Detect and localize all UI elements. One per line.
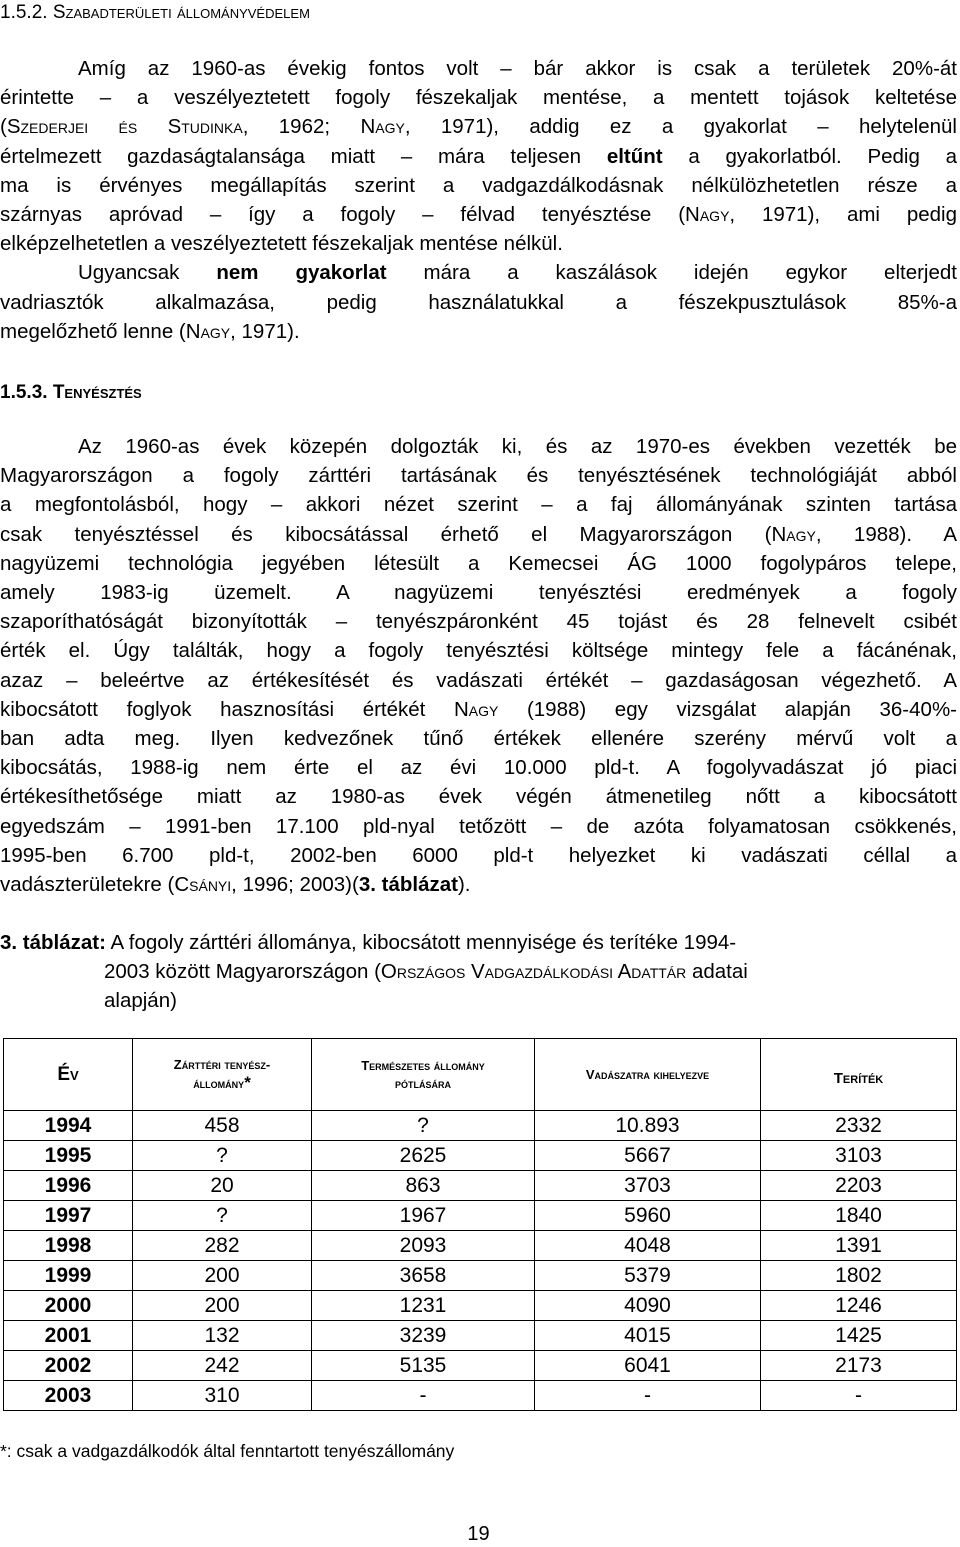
table-cell: 2093 <box>312 1231 535 1261</box>
table-cell: ? <box>312 1111 535 1141</box>
table-cell: 5960 <box>535 1201 761 1231</box>
table-cell: - <box>761 1381 957 1411</box>
table-cell: ? <box>133 1201 312 1231</box>
table-cell: 1967 <box>312 1201 535 1231</box>
section-heading <box>0 2 310 24</box>
paragraph-line: elképzelhetetlen a veszélyeztetett fészekaljak mentése nélkül. <box>0 232 563 256</box>
caption-text: 2003 között Magyarországon (Országos Vadgazdálkodási Adattár adatai <box>104 960 748 983</box>
cell-year: 1996 <box>4 1171 133 1201</box>
table-cell: 242 <box>133 1351 312 1381</box>
cell-year: 2001 <box>4 1321 133 1351</box>
table-cell: 1802 <box>761 1261 957 1291</box>
caption-text: A fogoly zárttéri állománya, kibocsátott mennyisége és terítéke 1994- <box>105 931 737 954</box>
table-header-row <box>4 1039 957 1111</box>
table-cell: 6041 <box>535 1351 761 1381</box>
table-cell: 1840 <box>761 1201 957 1231</box>
paragraph-line: ban adta meg. Ilyen kedvezőnek tűnő értékek ellenére szerény mérvű volt a <box>0 727 957 750</box>
table-row <box>4 1351 957 1381</box>
table-cell: 1246 <box>761 1291 957 1321</box>
table-cell: 3703 <box>535 1171 761 1201</box>
section-heading <box>0 382 142 404</box>
paragraph-line: Az 1960-as évek közepén dolgozták ki, és az 1970-es években vezették be <box>78 435 957 458</box>
table-row <box>4 1231 957 1261</box>
cell-year: 1997 <box>4 1201 133 1231</box>
paragraph-line: a megfontolásból, hogy – akkori nézet szerint – a faj állományának szinten tartása <box>0 493 957 517</box>
cell-year: 2002 <box>4 1351 133 1381</box>
table-cell: 458 <box>133 1111 312 1141</box>
paragraph-line: (Szederjei és Studinka, 1962; Nagy, 1971), addig ez a gyakorlat – helytelenül <box>0 115 957 139</box>
col-header-natural-restock: Természetes állomány pótlására <box>312 1039 535 1111</box>
table-cell: 5667 <box>535 1141 761 1171</box>
paragraph-line: értelmezett gazdaságtalansága miatt – mára teljesen eltűnt a gyakorlatból. Pedig a <box>0 144 958 168</box>
paragraph-line: azaz – beleértve az értékesítését és vadászati értékét – gazdaságosan végezhető. A <box>0 668 957 692</box>
table-cell: 2173 <box>761 1351 957 1381</box>
footnote: *: csak a vadgazdálkodók által fenntartott tenyészállomány <box>0 1441 455 1461</box>
cell-year: 2003 <box>4 1381 133 1411</box>
table-row <box>4 1141 957 1171</box>
paragraph-line: érték el. Úgy találták, hogy a fogoly tenyésztési költsége mintegy fele a fácánénak, <box>0 639 957 663</box>
table-cell: 132 <box>133 1321 312 1351</box>
table-cell: 1231 <box>312 1291 535 1321</box>
table-row <box>4 1201 957 1231</box>
section-title: Tenyésztés <box>52 382 142 403</box>
paragraph-line: egyedszám – 1991-ben 17.100 pld-nyal tetőzött – de azóta folyamatosan csökkenés, <box>0 814 957 838</box>
table-cell: 310 <box>133 1381 312 1411</box>
paragraph-line: Magyarországon a fogoly zárttéri tartásának és tenyésztésének technológiáját abból <box>0 464 957 488</box>
section-number: 1.5.2. <box>0 2 48 23</box>
page-number: 19 <box>467 1523 490 1545</box>
paragraph-line: vadriasztók alkalmazása, pedig használatukkal a fészekpusztulások 85%-a <box>0 290 957 314</box>
table-caption <box>0 928 957 1015</box>
paragraph-line: csak tenyésztéssel és kibocsátással érhető el Magyarországon (Nagy, 1988). A <box>0 522 957 546</box>
table-cell: 2332 <box>761 1111 957 1141</box>
table-cell: 2625 <box>312 1141 535 1171</box>
cell-year: 1994 <box>4 1111 133 1141</box>
section-title: Szabadterületi állományvédelem <box>52 2 310 23</box>
paragraph-line: értékesíthetősége miatt az 1980-as évek végén átmenetileg nőtt a kibocsátott <box>0 785 957 809</box>
table-cell: 863 <box>312 1171 535 1201</box>
section-number: 1.5.3. <box>0 382 48 403</box>
table-cell: 2203 <box>761 1171 957 1201</box>
paragraph-line: vadászterületekre (Csányi, 1996; 2003)(3. táblázat). <box>0 873 471 896</box>
table-cell: 4048 <box>535 1231 761 1261</box>
col-header-year: Év <box>4 1039 133 1111</box>
paragraph-line: szárnyas apróvad – így a fogoly – félvad tenyésztése (Nagy, 1971), ami pedig <box>0 203 957 226</box>
data-table <box>3 1038 957 1411</box>
table-cell: - <box>312 1381 535 1411</box>
paragraph-line: Amíg az 1960-as évekig fontos volt – bár akkor is csak a területek 20%-át <box>78 57 957 80</box>
table-cell: 1391 <box>761 1231 957 1261</box>
table-row <box>4 1381 957 1411</box>
table-cell: 4090 <box>535 1291 761 1321</box>
table-cell: 200 <box>133 1261 312 1291</box>
paragraph-line: amely 1983-ig üzemelt. A nagyüzemi tenyésztési eredmények a fogoly <box>0 581 957 604</box>
paragraph-line: szaporíthatóságát bizonyították – tenyészpáronként 45 tojást és 28 felnevelt csibét <box>0 610 957 634</box>
col-header-released: Vadászatra kihelyezve <box>535 1039 761 1111</box>
table-cell: 282 <box>133 1231 312 1261</box>
table-row <box>4 1171 957 1201</box>
paragraph-line: Ugyancsak nem gyakorlat mára a kaszálások idején egykor elterjedt <box>78 261 957 285</box>
table-cell: 5135 <box>312 1351 535 1381</box>
cell-year: 1999 <box>4 1261 133 1291</box>
cell-year: 2000 <box>4 1291 133 1321</box>
col-header-bag: Teríték <box>761 1039 957 1111</box>
table-cell: 5379 <box>535 1261 761 1291</box>
paragraph-line: 1995-ben 6.700 pld-t, 2002-ben 6000 pld-t helyezket ki vadászati céllal a <box>0 843 957 867</box>
paragraph-line: ma is érvényes megállapítás szerint a vadgazdálkodásnak nélkülözhetetlen része a <box>0 173 957 197</box>
paragraph-line: kibocsátott foglyok hasznosítási értékét Nagy (1988) egy vizsgálat alapján 36-40%- <box>0 697 957 721</box>
table-cell: - <box>535 1381 761 1411</box>
table-cell: 4015 <box>535 1321 761 1351</box>
table-cell: ? <box>133 1141 312 1171</box>
paragraph-line: érintette – a veszélyeztetett fogoly fészekaljak mentése, a mentett tojások keltetése <box>0 86 957 110</box>
table-row <box>4 1321 957 1351</box>
table-row <box>4 1111 957 1141</box>
paragraph-line: megelőzhető lenne (Nagy, 1971). <box>0 319 300 343</box>
table-cell: 10.893 <box>535 1111 761 1141</box>
table-row <box>4 1291 957 1321</box>
table-cell: 3658 <box>312 1261 535 1291</box>
table-cell: 20 <box>133 1171 312 1201</box>
caption-label: 3. táblázat: <box>0 931 106 954</box>
cell-year: 1995 <box>4 1141 133 1171</box>
table-cell: 3103 <box>761 1141 957 1171</box>
table-row <box>4 1261 957 1291</box>
col-header-captive-stock: Zárttéri tenyész- állomány* <box>133 1039 312 1111</box>
paragraph-line: kibocsátás, 1988-ig nem érte el az évi 10.000 pld-t. A fogolyvadászat jó piaci <box>0 756 957 780</box>
table-cell: 3239 <box>312 1321 535 1351</box>
cell-year: 1998 <box>4 1231 133 1261</box>
caption-text: alapján) <box>104 989 177 1012</box>
table-cell: 200 <box>133 1291 312 1321</box>
table-cell: 1425 <box>761 1321 957 1351</box>
paragraph-line: nagyüzemi technológia jegyében létesült a Kemecsei ÁG 1000 fogolypáros telepe, <box>0 551 957 575</box>
